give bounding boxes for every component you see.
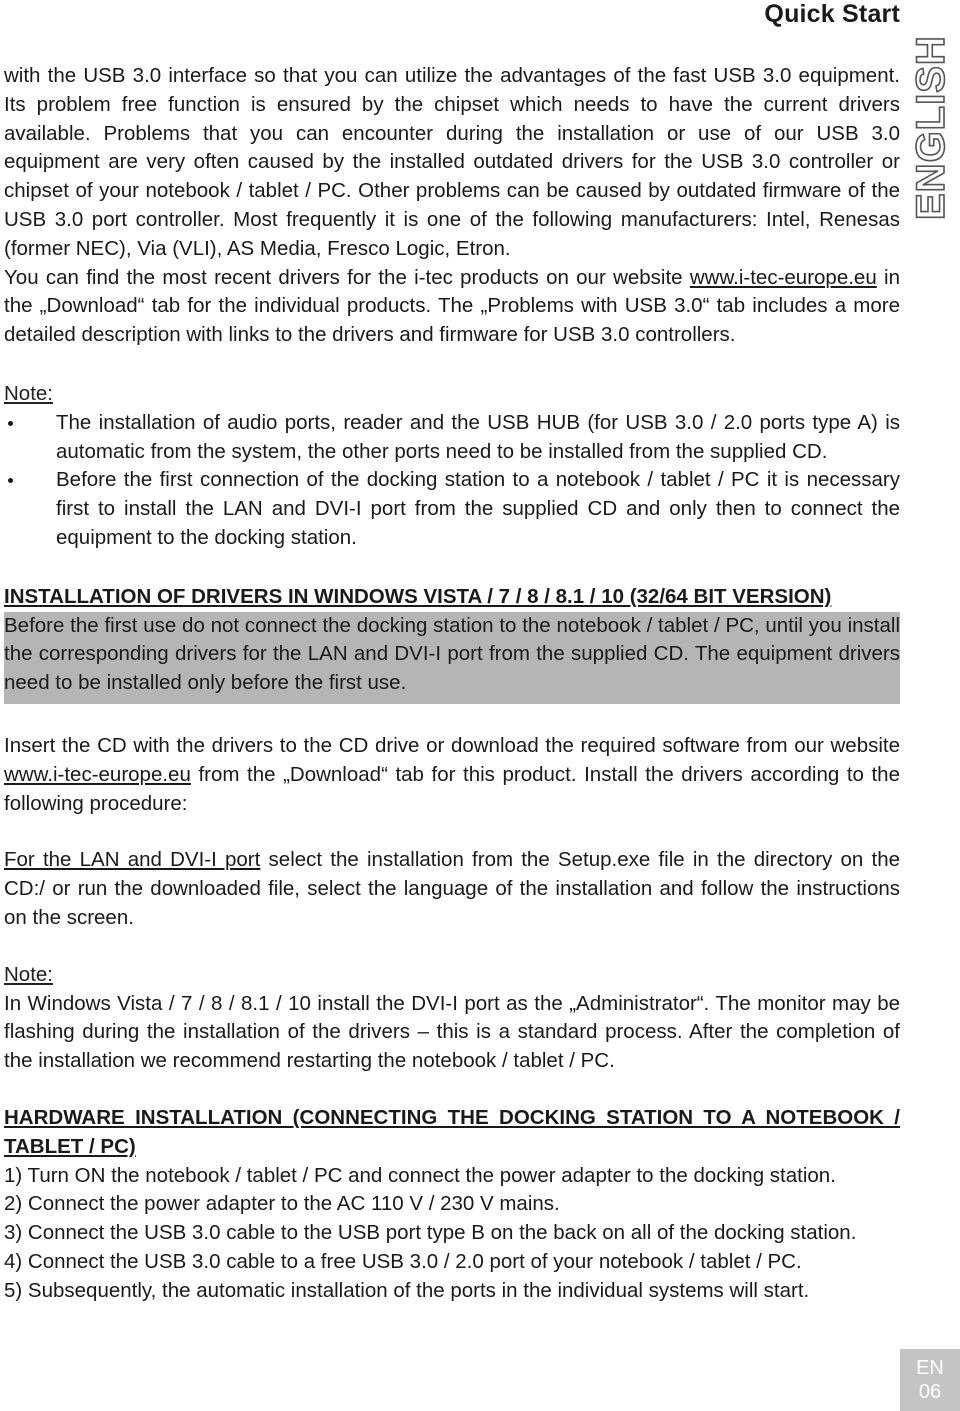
main-content bbox=[4, 62, 900, 1305]
hardware-steps-list bbox=[4, 1162, 900, 1306]
drivers-website-text-after: in the „Download“ tab for the individual products. The „Problems with USB 3.0“ tab includes a more detailed description with links to the drivers and firmware for USB 3.0 controllers. bbox=[4, 265, 900, 347]
lan-dvi-paragraph bbox=[4, 846, 900, 932]
website-link[interactable]: www.i-tec-europe.eu bbox=[689, 265, 877, 289]
side-language-text: ENGLISH bbox=[909, 35, 953, 220]
step-item: 3) Connect the USB 3.0 cable to the USB port type B on the back on all of the docking station. bbox=[4, 1221, 857, 1245]
lan-dvi-label: For the LAN and DVI-I port bbox=[4, 848, 261, 872]
note-bullet-item: The installation of audio ports, reader and the USB HUB (for USB 3.0 / 2.0 ports type A) is automatic from the system, the other ports need to be installed from the supplied CD. bbox=[4, 409, 900, 467]
step-item: 1) Turn ON the notebook / tablet / PC and connect the power adapter to the docking station. bbox=[4, 1163, 836, 1187]
note-bullet-list bbox=[4, 409, 900, 553]
hardware-section-heading: HARDWARE INSTALLATION (CONNECTING THE DOCKING STATION TO A NOTEBOOK / TABLET / PC) bbox=[4, 1105, 900, 1158]
note-bullet-item: Before the first connection of the docking station to a notebook / tablet / PC it is necessary first to install the LAN and DVI-I port from the supplied CD and only then to connect the equipment to the docking station. bbox=[4, 466, 900, 552]
note-text: In Windows Vista / 7 / 8 / 8.1 / 10 install the DVI-I port as the „Administrator“. The monitor may be flashing during the installation of the drivers – this is a standard process. After the completion of the installation we recommend restarting the notebook / tablet / PC. bbox=[4, 991, 900, 1073]
step-item: 4) Connect the USB 3.0 cable to a free USB 3.0 / 2.0 port of your notebook / tablet / PC. bbox=[4, 1249, 802, 1273]
page-header-title: Quick Start bbox=[764, 0, 900, 28]
note-label: Note: bbox=[4, 962, 53, 986]
insert-cd-paragraph bbox=[4, 732, 900, 818]
warning-text: Before the first use do not connect the docking station to the notebook / tablet / PC, until you install the corresponding drivers for the LAN and DVI-I port from the supplied CD. The equipment drivers need to be installed only before the first use. bbox=[4, 613, 900, 695]
warning-box bbox=[4, 612, 900, 704]
step-item: 5) Subsequently, the automatic installation of the ports in the individual systems will start. bbox=[4, 1278, 810, 1302]
website-link[interactable]: www.i-tec-europe.eu bbox=[4, 762, 191, 786]
note-label: Note: bbox=[4, 381, 53, 405]
lan-dvi-text: select the installation from the Setup.exe file in the directory on the CD:/ or run the downloaded file, select the language of the installation and follow the instructions on the screen. bbox=[4, 848, 900, 929]
insert-cd-text-after: from the „Download“ tab for this product. Install the drivers according to the following procedure: bbox=[4, 762, 900, 815]
drivers-section-heading: INSTALLATION OF DRIVERS IN WINDOWS VISTA / 7 / 8 / 8.1 / 10 (32/64 BIT VERSION) bbox=[4, 584, 832, 608]
insert-cd-text-before: Insert the CD with the drivers to the CD drive or download the required software from our website bbox=[4, 733, 900, 757]
drivers-website-paragraph bbox=[4, 264, 900, 350]
language-code: EN bbox=[916, 1357, 944, 1379]
intro-paragraph: with the USB 3.0 interface so that you can utilize the advantages of the fast USB 3.0 equipment. Its problem free function is ensured by the chipset which needs to have the current drivers available. Problems that you can encounter during the installation or use of our USB 3.0 equipment are very often caused by the installed outdated drivers for the USB 3.0 controller or chipset of your notebook / tablet / PC. Other problems can be caused by outdated firmware of the USB 3.0 port controller. Most frequently it is one of the following manufacturers: Intel, Renesas (former NEC), Via (VLI), AS Media, Fresco Logic, Etron. bbox=[4, 64, 900, 260]
drivers-website-text-before: You can find the most recent drivers for the i-tec products on our website bbox=[4, 265, 690, 289]
page-number-badge bbox=[900, 1349, 960, 1411]
step-item: 2) Connect the power adapter to the AC 110 V / 230 V mains. bbox=[4, 1192, 560, 1216]
side-language-label bbox=[906, 32, 960, 220]
side-language-label-graphic bbox=[906, 32, 960, 220]
page-number: 06 bbox=[918, 1381, 942, 1403]
